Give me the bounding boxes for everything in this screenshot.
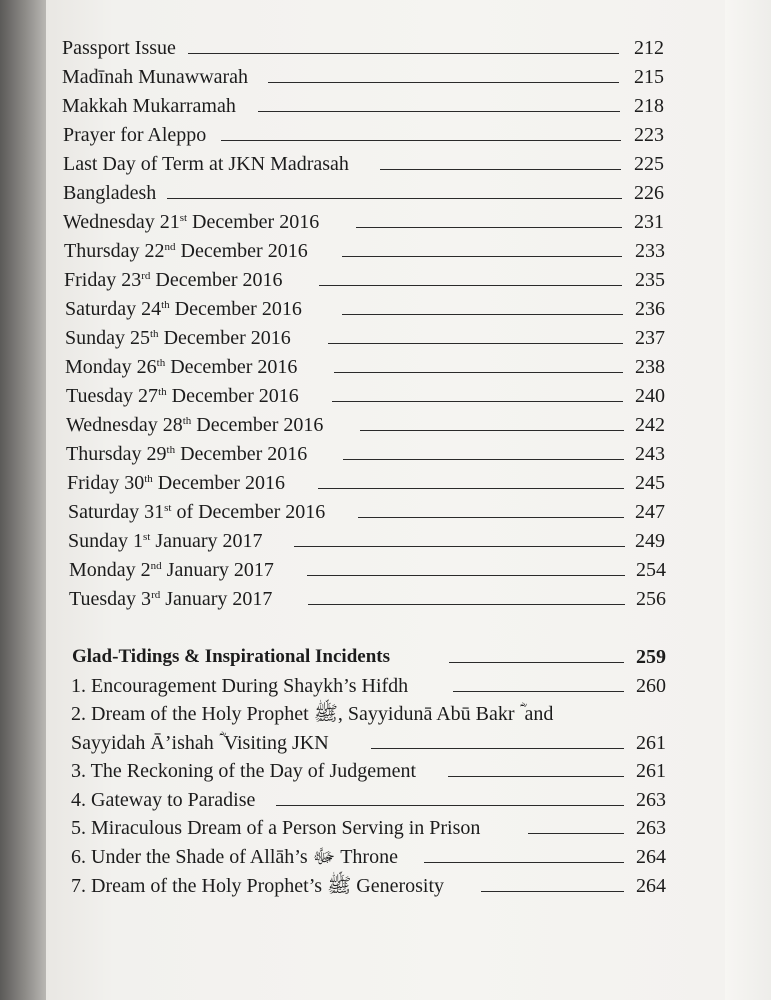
toc-entry (46, 150, 725, 178)
toc-entry-title: Bangladesh (63, 182, 157, 204)
toc-entry-title: 7. Dream of the Holy Prophet’s ﷺ Generosity (71, 875, 445, 897)
toc-entry-page: 240 (635, 385, 665, 407)
toc-entry (46, 208, 725, 236)
toc-entry-page: 218 (634, 95, 664, 117)
toc-entry (46, 92, 725, 120)
toc-entry (46, 843, 725, 871)
dot-leader (448, 776, 624, 777)
toc-entry-title: Saturday 31st of December 2016 (68, 501, 326, 523)
dot-leader (380, 169, 621, 170)
toc-entry-title: Sayyidah Ā’ishah ؓ Visiting JKN (71, 732, 329, 754)
toc-section-heading (46, 643, 725, 671)
toc-entry-title: 3. The Reckoning of the Day of Judgement (71, 760, 417, 782)
toc-entry-page: 238 (635, 356, 665, 378)
toc-entry-page: 235 (635, 269, 665, 291)
toc-entry-page: 260 (636, 675, 666, 697)
toc-entry-page: 237 (635, 327, 665, 349)
toc-entry (46, 411, 725, 439)
toc-entry-page: 223 (634, 124, 664, 146)
dot-leader (360, 430, 624, 431)
toc-entry (46, 237, 725, 265)
toc-entry (46, 498, 725, 526)
dot-leader (424, 862, 624, 863)
toc-entry-page: 264 (636, 875, 666, 897)
dot-leader (371, 748, 624, 749)
toc-entry-page: 231 (634, 211, 664, 233)
section-title: Glad-Tidings & Inspirational Incidents (72, 646, 390, 667)
dot-leader (221, 140, 621, 141)
toc-entry-page: 212 (634, 37, 664, 59)
dot-leader (528, 833, 624, 834)
dot-leader (307, 575, 625, 576)
toc-entry-title: 4. Gateway to Paradise (71, 789, 256, 811)
toc-entry-page: 226 (634, 182, 664, 204)
toc-entry-title: Passport Issue (62, 37, 176, 59)
toc-entry (46, 872, 725, 900)
toc-entry (46, 63, 725, 91)
toc-entry-page: 254 (636, 559, 666, 581)
dot-leader (319, 285, 622, 286)
dot-leader (294, 546, 625, 547)
book-page (46, 0, 725, 1000)
toc-entry (46, 353, 725, 381)
dot-leader (332, 401, 623, 402)
toc-entry-page: 233 (635, 240, 665, 262)
dot-leader (258, 111, 620, 112)
dot-leader (318, 488, 624, 489)
toc-entry-page: 225 (634, 153, 664, 175)
toc-entry-title: 1. Encouragement During Shaykh’s Hifdh (71, 675, 409, 697)
toc-entry (46, 556, 725, 584)
toc-entry (46, 121, 725, 149)
toc-entry-title: Tuesday 3rd January 2017 (69, 588, 273, 610)
dot-leader (358, 517, 624, 518)
dot-leader (308, 604, 625, 605)
toc-entry-title: Sunday 25th December 2016 (65, 327, 291, 349)
toc-entry-page: 243 (635, 443, 665, 465)
dot-leader (356, 227, 622, 228)
dot-leader (188, 53, 619, 54)
dot-leader (481, 891, 624, 892)
toc-entry (46, 729, 725, 757)
toc-entry-title: Last Day of Term at JKN Madrasah (63, 153, 349, 175)
toc-entry-page: 263 (636, 789, 666, 811)
toc-entry-title: Monday 2nd January 2017 (69, 559, 274, 581)
toc-entry-page: 261 (636, 760, 666, 782)
book-spine-shadow (0, 0, 46, 1000)
table-of-contents (46, 0, 725, 1000)
dot-leader (453, 691, 624, 692)
toc-entry-page: 263 (636, 817, 666, 839)
dot-leader (343, 459, 624, 460)
toc-entry (46, 324, 725, 352)
toc-entry-title: Monday 26th December 2016 (65, 356, 298, 378)
dot-leader (342, 256, 622, 257)
toc-entry (46, 266, 725, 294)
toc-entry-title: 5. Miraculous Dream of a Person Serving in Prison (71, 817, 481, 839)
dot-leader (449, 662, 624, 663)
toc-entry (46, 757, 725, 785)
toc-entry (46, 814, 725, 842)
toc-entry (46, 295, 725, 323)
toc-entry-title: Sunday 1st January 2017 (68, 530, 263, 552)
toc-entry-page: 261 (636, 732, 666, 754)
toc-entry (46, 469, 725, 497)
toc-entry-page: 215 (634, 66, 664, 88)
toc-entry-title: Thursday 22nd December 2016 (64, 240, 308, 262)
toc-entry-page: 245 (635, 472, 665, 494)
dot-leader (328, 343, 623, 344)
toc-entry-title: Madīnah Munawwarah (62, 66, 249, 88)
toc-entry-page: 236 (635, 298, 665, 320)
dot-leader (334, 372, 623, 373)
toc-entry-title: Tuesday 27th December 2016 (66, 385, 299, 407)
toc-entry (46, 382, 725, 410)
toc-entry-title: Wednesday 21st December 2016 (63, 211, 320, 233)
dot-leader (276, 805, 624, 806)
toc-entry-title-line: 2. Dream of the Holy Prophet ﷺ, Sayyidunā Abū Bakr ؓ and (71, 703, 554, 725)
toc-entry (46, 34, 725, 62)
toc-entry-page: 264 (636, 846, 666, 868)
toc-entry (46, 672, 725, 700)
section-page: 259 (636, 646, 666, 668)
toc-entry-title: Prayer for Aleppo (63, 124, 207, 146)
toc-entry (46, 179, 725, 207)
toc-entry-page: 242 (635, 414, 665, 436)
toc-entry (46, 786, 725, 814)
dot-leader (342, 314, 623, 315)
toc-entry-page: 249 (635, 530, 665, 552)
toc-entry-page: 256 (636, 588, 666, 610)
page-right-margin (725, 0, 771, 1000)
toc-entry-title: 6. Under the Shade of Allāh’s ﷻ Throne (71, 846, 398, 868)
toc-entry-title: Saturday 24th December 2016 (65, 298, 302, 320)
toc-entry (46, 527, 725, 555)
toc-entry (46, 440, 725, 468)
toc-entry-page: 247 (635, 501, 665, 523)
toc-entry-title: Makkah Mukarramah (62, 95, 236, 117)
toc-entry-title: Friday 30th December 2016 (67, 472, 285, 494)
toc-entry-title: Wednesday 28th December 2016 (66, 414, 324, 436)
toc-entry-title: Thursday 29th December 2016 (66, 443, 308, 465)
toc-entry-title: Friday 23rd December 2016 (64, 269, 283, 291)
dot-leader (268, 82, 619, 83)
dot-leader (167, 198, 622, 199)
toc-entry (46, 585, 725, 613)
